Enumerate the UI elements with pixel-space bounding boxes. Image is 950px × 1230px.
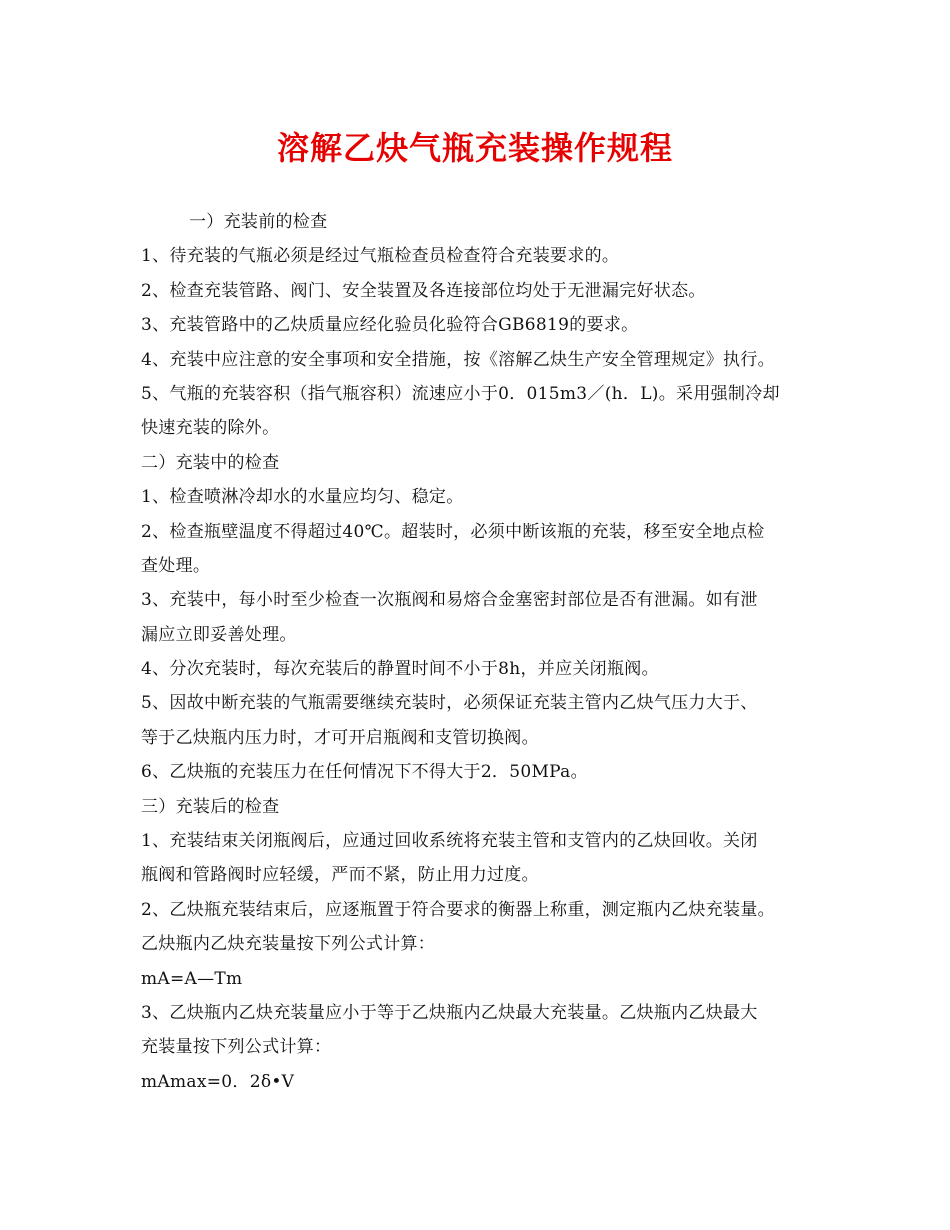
document-title: 溶解乙炔气瓶充装操作规程 xyxy=(276,129,673,167)
paragraph-line: 乙炔瓶内乙炔充装量按下列公式计算： xyxy=(141,934,436,955)
paragraph-line: 漏应立即妥善处理。 xyxy=(141,624,297,645)
paragraph-line: 3、充装中，每小时至少检查一次瓶阀和易熔合金塞密封部位是否有泄漏。如有泄 xyxy=(141,590,758,611)
paragraph-line: 2、检查充装管路、阀门、安全装置及各连接部位均处于无泄漏完好状态。 xyxy=(141,280,706,301)
paragraph-line: 3、乙炔瓶内乙炔充装量应小于等于乙炔瓶内乙炔最大充装量。乙炔瓶内乙炔最大 xyxy=(141,1002,758,1023)
paragraph-line: 2、乙炔瓶充装结束后，应逐瓶置于符合要求的衡器上称重，测定瓶内乙炔充装量。 xyxy=(141,899,775,920)
paragraph-line: 瓶阀和管路阀时应轻缓，严而不紧，防止用力过度。 xyxy=(141,865,539,886)
formula-line: mA=A—Tm xyxy=(141,968,243,989)
paragraph-line: 4、充装中应注意的安全事项和安全措施，按《溶解乙炔生产安全管理规定》执行。 xyxy=(141,349,775,370)
section-heading-during-filling: 二）充装中的检查 xyxy=(141,452,280,473)
paragraph-line: 3、充装管路中的乙炔质量应经化验员化验符合GB6819的要求。 xyxy=(141,315,639,336)
formula-line: mAmax=0．2δ•V xyxy=(141,1071,295,1092)
paragraph-line: 快速充装的除外。 xyxy=(141,418,280,439)
paragraph-line: 1、检查喷淋冷却水的水量应均匀、稳定。 xyxy=(141,487,464,508)
paragraph-line: 2、检查瓶壁温度不得超过40℃。超装时，必须中断该瓶的充装，移至安全地点检 xyxy=(141,521,765,542)
paragraph-line: 5、因故中断充装的气瓶需要继续充装时，必须保证充装主管内乙炔气压力大于、 xyxy=(141,693,758,714)
paragraph-line: 查处理。 xyxy=(141,555,211,576)
document-body xyxy=(141,205,831,1099)
paragraph-line: 1、待充装的气瓶必须是经过气瓶检查员检查符合充装要求的。 xyxy=(141,246,620,267)
paragraph-line: 1、充装结束关闭瓶阀后，应通过回收系统将充装主管和支管内的乙炔回收。关闭 xyxy=(141,831,758,852)
section-heading-before-filling: 一）充装前的检查 xyxy=(189,212,328,232)
paragraph-line: 等于乙炔瓶内压力时，才可开启瓶阀和支管切换阀。 xyxy=(141,727,539,748)
paragraph-line: 6、乙炔瓶的充装压力在任何情况下不得大于2．50MPa。 xyxy=(141,762,588,783)
paragraph-line: 5、气瓶的充装容积（指气瓶容积）流速应小于0．015m3／(h．L)。采用强制冷却 xyxy=(141,383,780,404)
paragraph-line: 4、分次充装时，每次充装后的静置时间不小于8h，并应关闭瓶阀。 xyxy=(141,659,659,680)
paragraph-line: 充装量按下列公式计算： xyxy=(141,1037,332,1058)
section-heading-after-filling: 三）充装后的检查 xyxy=(141,796,280,817)
